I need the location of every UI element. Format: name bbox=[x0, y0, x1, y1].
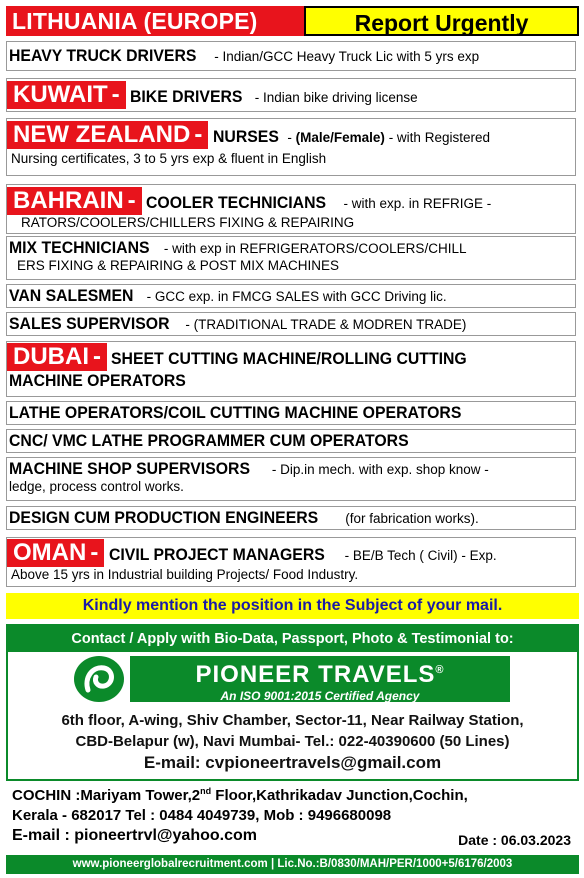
job-description: (for fabrication works). bbox=[345, 511, 479, 526]
job-title: DESIGN CUM PRODUCTION ENGINEERS bbox=[9, 508, 319, 527]
job-title: CNC/ VMC LATHE PROGRAMMER CUM OPERATORS bbox=[9, 431, 409, 450]
address-line1: 6th floor, A-wing, Shiv Chamber, Sector-11, Near Railway Station, bbox=[61, 712, 524, 729]
job-row: MIX TECHNICIANS - with exp in REFRIGERATORS/COOLERS/CHILL ERS FIXING & REPAIRING & POST MIX MACHINES bbox=[6, 236, 576, 280]
job-row: MACHINE SHOP SUPERVISORS - Dip.in mech. with exp. shop know - ledge, process control works. bbox=[6, 457, 576, 501]
header-report-urgently: Report Urgently bbox=[304, 6, 579, 36]
contact-email[interactable]: E-mail: cvpioneertravels@gmail.com bbox=[143, 753, 442, 772]
job-row bbox=[6, 429, 576, 453]
company-logo bbox=[74, 656, 514, 704]
job-row: BAHRAIN - COOLER TECHNICIANS - with exp. in REFRIGE - RATORS/COOLERS/CHILLERS FIXING & REPAIRING bbox=[6, 184, 576, 234]
job-description: GCC exp. in FMCG SALES with GCC Driving lic. bbox=[154, 289, 447, 304]
job-description: with exp. in REFRIGE - bbox=[351, 196, 492, 211]
job-row: HEAVY TRUCK DRIVERS - Indian/GCC Heavy Truck Lic with 5 yrs exp bbox=[6, 41, 576, 71]
job-row: KUWAIT - BIKE DRIVERS - Indian bike driving license bbox=[6, 78, 576, 112]
contact-box bbox=[6, 624, 579, 781]
job-row bbox=[6, 341, 576, 397]
job-description-line2: ERS FIXING & REPAIRING & POST MIX MACHINES bbox=[17, 258, 340, 273]
ad-date: Date : 06.03.2023 bbox=[458, 832, 571, 848]
job-title: MACHINE SHOP SUPERVISORS bbox=[9, 459, 251, 478]
job-title: SHEET CUTTING MACHINE/ROLLING CUTTING bbox=[111, 349, 468, 368]
job-description: (TRADITIONAL TRADE & MODREN TRADE) bbox=[193, 317, 467, 332]
job-title: COOLER TECHNICIANS bbox=[146, 193, 327, 212]
job-description: Indian bike driving license bbox=[263, 90, 418, 105]
job-title: LATHE OPERATORS/COIL CUTTING MACHINE OPERATORS bbox=[9, 403, 462, 422]
job-description: with exp in REFRIGERATORS/COOLERS/CHILL bbox=[172, 241, 467, 256]
job-description-line2: ledge, process control works. bbox=[9, 479, 184, 494]
job-row: NEW ZEALAND - NURSES - (Male/Female) - with Registered Nursing certificates, 3 to 5 yrs exp & fluent in English bbox=[6, 118, 576, 176]
job-description: Dip.in mech. with exp. shop know - bbox=[280, 462, 489, 477]
cochin-office bbox=[6, 784, 579, 854]
job-description: Indian/GCC Heavy Truck Lic with 5 yrs exp bbox=[222, 49, 480, 64]
contact-heading: Contact / Apply with Bio-Data, Passport, Photo & Testimonial to: bbox=[8, 626, 577, 652]
country-label: DUBAI - bbox=[7, 343, 107, 371]
iso-certification: An ISO 9001:2015 Certified Agency bbox=[220, 689, 420, 703]
job-title: SALES SUPERVISOR bbox=[9, 314, 170, 333]
job-title: VAN SALESMEN bbox=[9, 286, 134, 305]
job-title-line2: MACHINE OPERATORS bbox=[9, 371, 186, 390]
job-row: VAN SALESMEN - GCC exp. in FMCG SALES with GCC Driving lic. bbox=[6, 284, 576, 308]
cochin-phone: Kerala - 682017 Tel : 0484 4049739, Mob : 9496680098 bbox=[12, 807, 392, 824]
job-description-line2: Nursing certificates, 3 to 5 yrs exp & fluent in English bbox=[11, 151, 327, 166]
brand-name: PIONEER TRAVELS bbox=[195, 661, 436, 688]
head-office-address bbox=[8, 710, 577, 773]
job-row bbox=[6, 506, 576, 530]
job-description: - with Registered bbox=[388, 130, 490, 145]
subject-notice: Kindly mention the position in the Subject of your mail. bbox=[6, 593, 579, 619]
footer-website-license[interactable]: www.pioneerglobalrecruitment.com | Lic.No.:B/0830/MAH/PER/1000+5/6176/2003 bbox=[6, 855, 579, 874]
job-title: MIX TECHNICIANS bbox=[9, 238, 150, 257]
registered-mark: ® bbox=[435, 664, 445, 676]
job-title: NURSES bbox=[212, 127, 279, 146]
job-row bbox=[6, 401, 576, 425]
job-title: BIKE DRIVERS bbox=[130, 87, 243, 106]
country-label: BAHRAIN - bbox=[7, 187, 142, 215]
address-line2: CBD-Belapur (w), Navi Mumbai- Tel.: 022-40390600 (50 Lines) bbox=[75, 733, 510, 750]
cochin-label: COCHIN : bbox=[12, 787, 81, 804]
job-title: CIVIL PROJECT MANAGERS bbox=[108, 545, 325, 564]
job-description-line2: Above 15 yrs in Industrial building Projects/ Food Industry. bbox=[11, 567, 359, 582]
country-label: NEW ZEALAND - bbox=[7, 121, 208, 149]
header-country-lithuania: LITHUANIA (EUROPE) bbox=[6, 6, 306, 36]
job-description: BE/B Tech ( Civil) - Exp. bbox=[352, 548, 497, 563]
job-title: HEAVY TRUCK DRIVERS bbox=[9, 46, 197, 65]
country-label: KUWAIT - bbox=[7, 81, 126, 109]
country-label: OMAN - bbox=[7, 539, 104, 567]
brand-block bbox=[130, 656, 510, 702]
job-row: SALES SUPERVISOR - (TRADITIONAL TRADE & MODREN TRADE) bbox=[6, 312, 576, 336]
job-description-line2: RATORS/COOLERS/CHILLERS FIXING & REPAIRING bbox=[21, 215, 355, 230]
job-row: OMAN - CIVIL PROJECT MANAGERS - BE/B Tech ( Civil) - Exp. Above 15 yrs in Industrial building Projects/ Food Industry. bbox=[6, 537, 576, 587]
pioneer-logo-icon bbox=[74, 656, 124, 702]
cochin-address: Mariyam Tower,2nd Floor,Kathrikadav Junction,Cochin, bbox=[80, 786, 468, 804]
cochin-email[interactable]: E-mail : pioneertrvl@yahoo.com bbox=[12, 827, 257, 844]
